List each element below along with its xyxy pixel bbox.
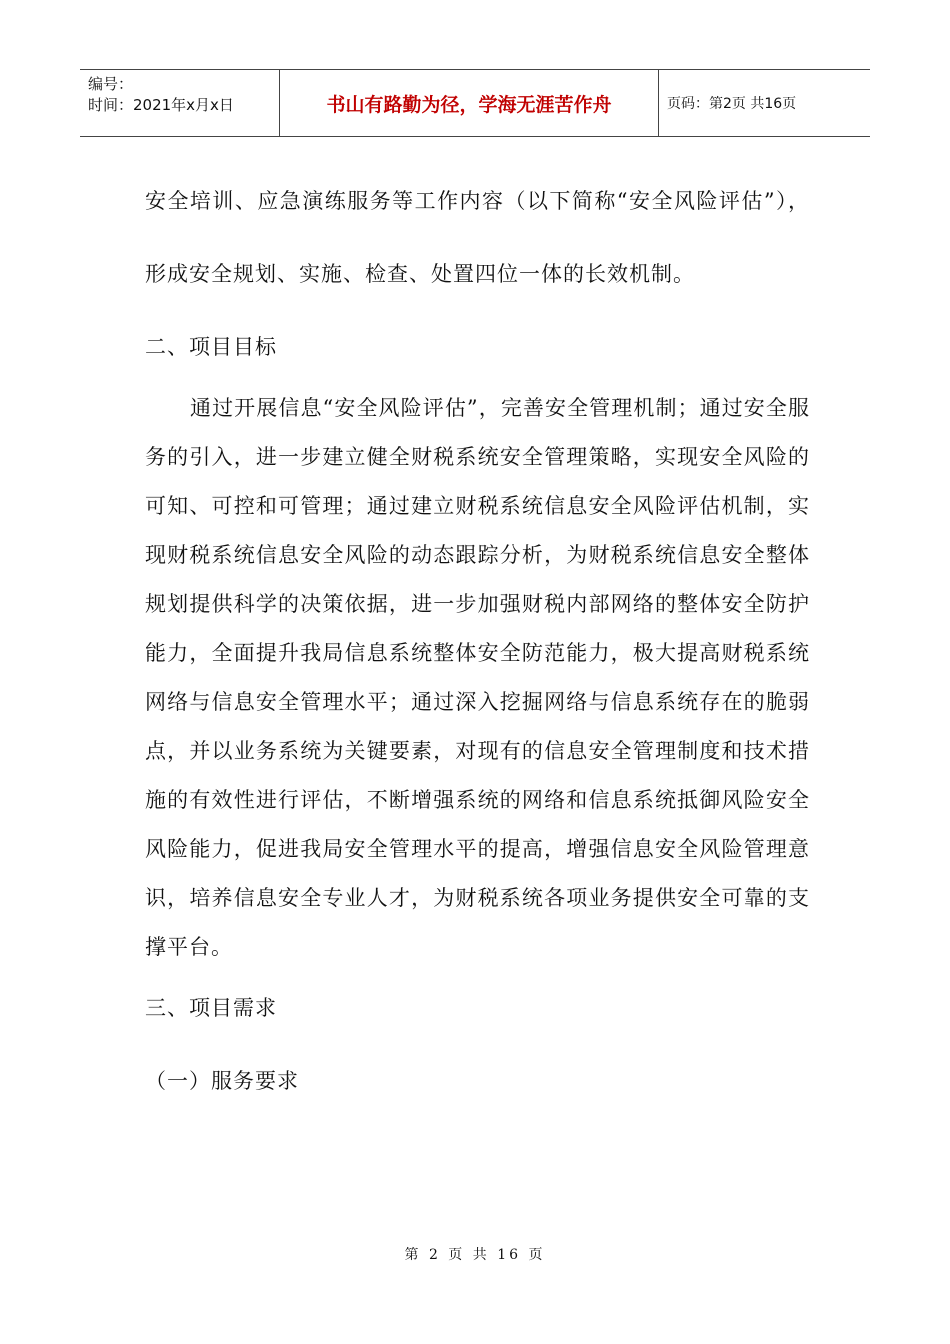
section-heading-goals: 二、项目目标 — [145, 335, 277, 359]
paragraph-continuation: 安全培训、应急演练服务等工作内容（以下简称“安全风险评估”），形成安全规划、实施、检查、处置四位一体的长效机制。 — [145, 189, 810, 286]
header-motto: 书山有路勤为径，学海无涯苦作舟 — [280, 70, 659, 136]
page-footer: 第 2 页 共 16 页 — [404, 1247, 546, 1263]
document-number-label: 编号： — [88, 75, 134, 93]
page-header — [80, 69, 870, 137]
section-heading-requirements: 三、项目需求 — [145, 996, 277, 1020]
header-page-info: 页码：第2页 共16页 — [667, 96, 797, 112]
document-time-label: 时间：2021年x月x日 — [88, 96, 234, 114]
paragraph-goals: 通过开展信息“安全风险评估”，完善安全管理机制；通过安全服务的引入，进一步建立健全财税系统安全管理策略，实现安全风险的可知、可控和可管理；通过建立财税系统信息安全风险评估机制，实现财税系统信息安全风险的动态跟踪分析，为财税系统信息安全整体规划提供科学的决策依据，进一步加强财税内部网络的整体安全防护能力，全面提升我局信息系统整体安全防范能力，极大提高财税系统网络与信息安全管理水平；通过深入挖掘网络与信息系统存在的脆弱点，并以业务系统为关键要素，对现有的信息安全管理制度和技术措施的有效性进行评估，不断增强系统的网络和信息系统抵御风险安全风险能力，促进我局安全管理水平的提高，增强信息安全风险管理意识，培养信息安全专业人才，为财税系统各项业务提供安全可靠的支撑平台。 — [145, 396, 810, 959]
document-body — [145, 165, 810, 1118]
subsection-heading-service: （一）服务要求 — [145, 1069, 299, 1093]
header-meta — [80, 70, 280, 136]
